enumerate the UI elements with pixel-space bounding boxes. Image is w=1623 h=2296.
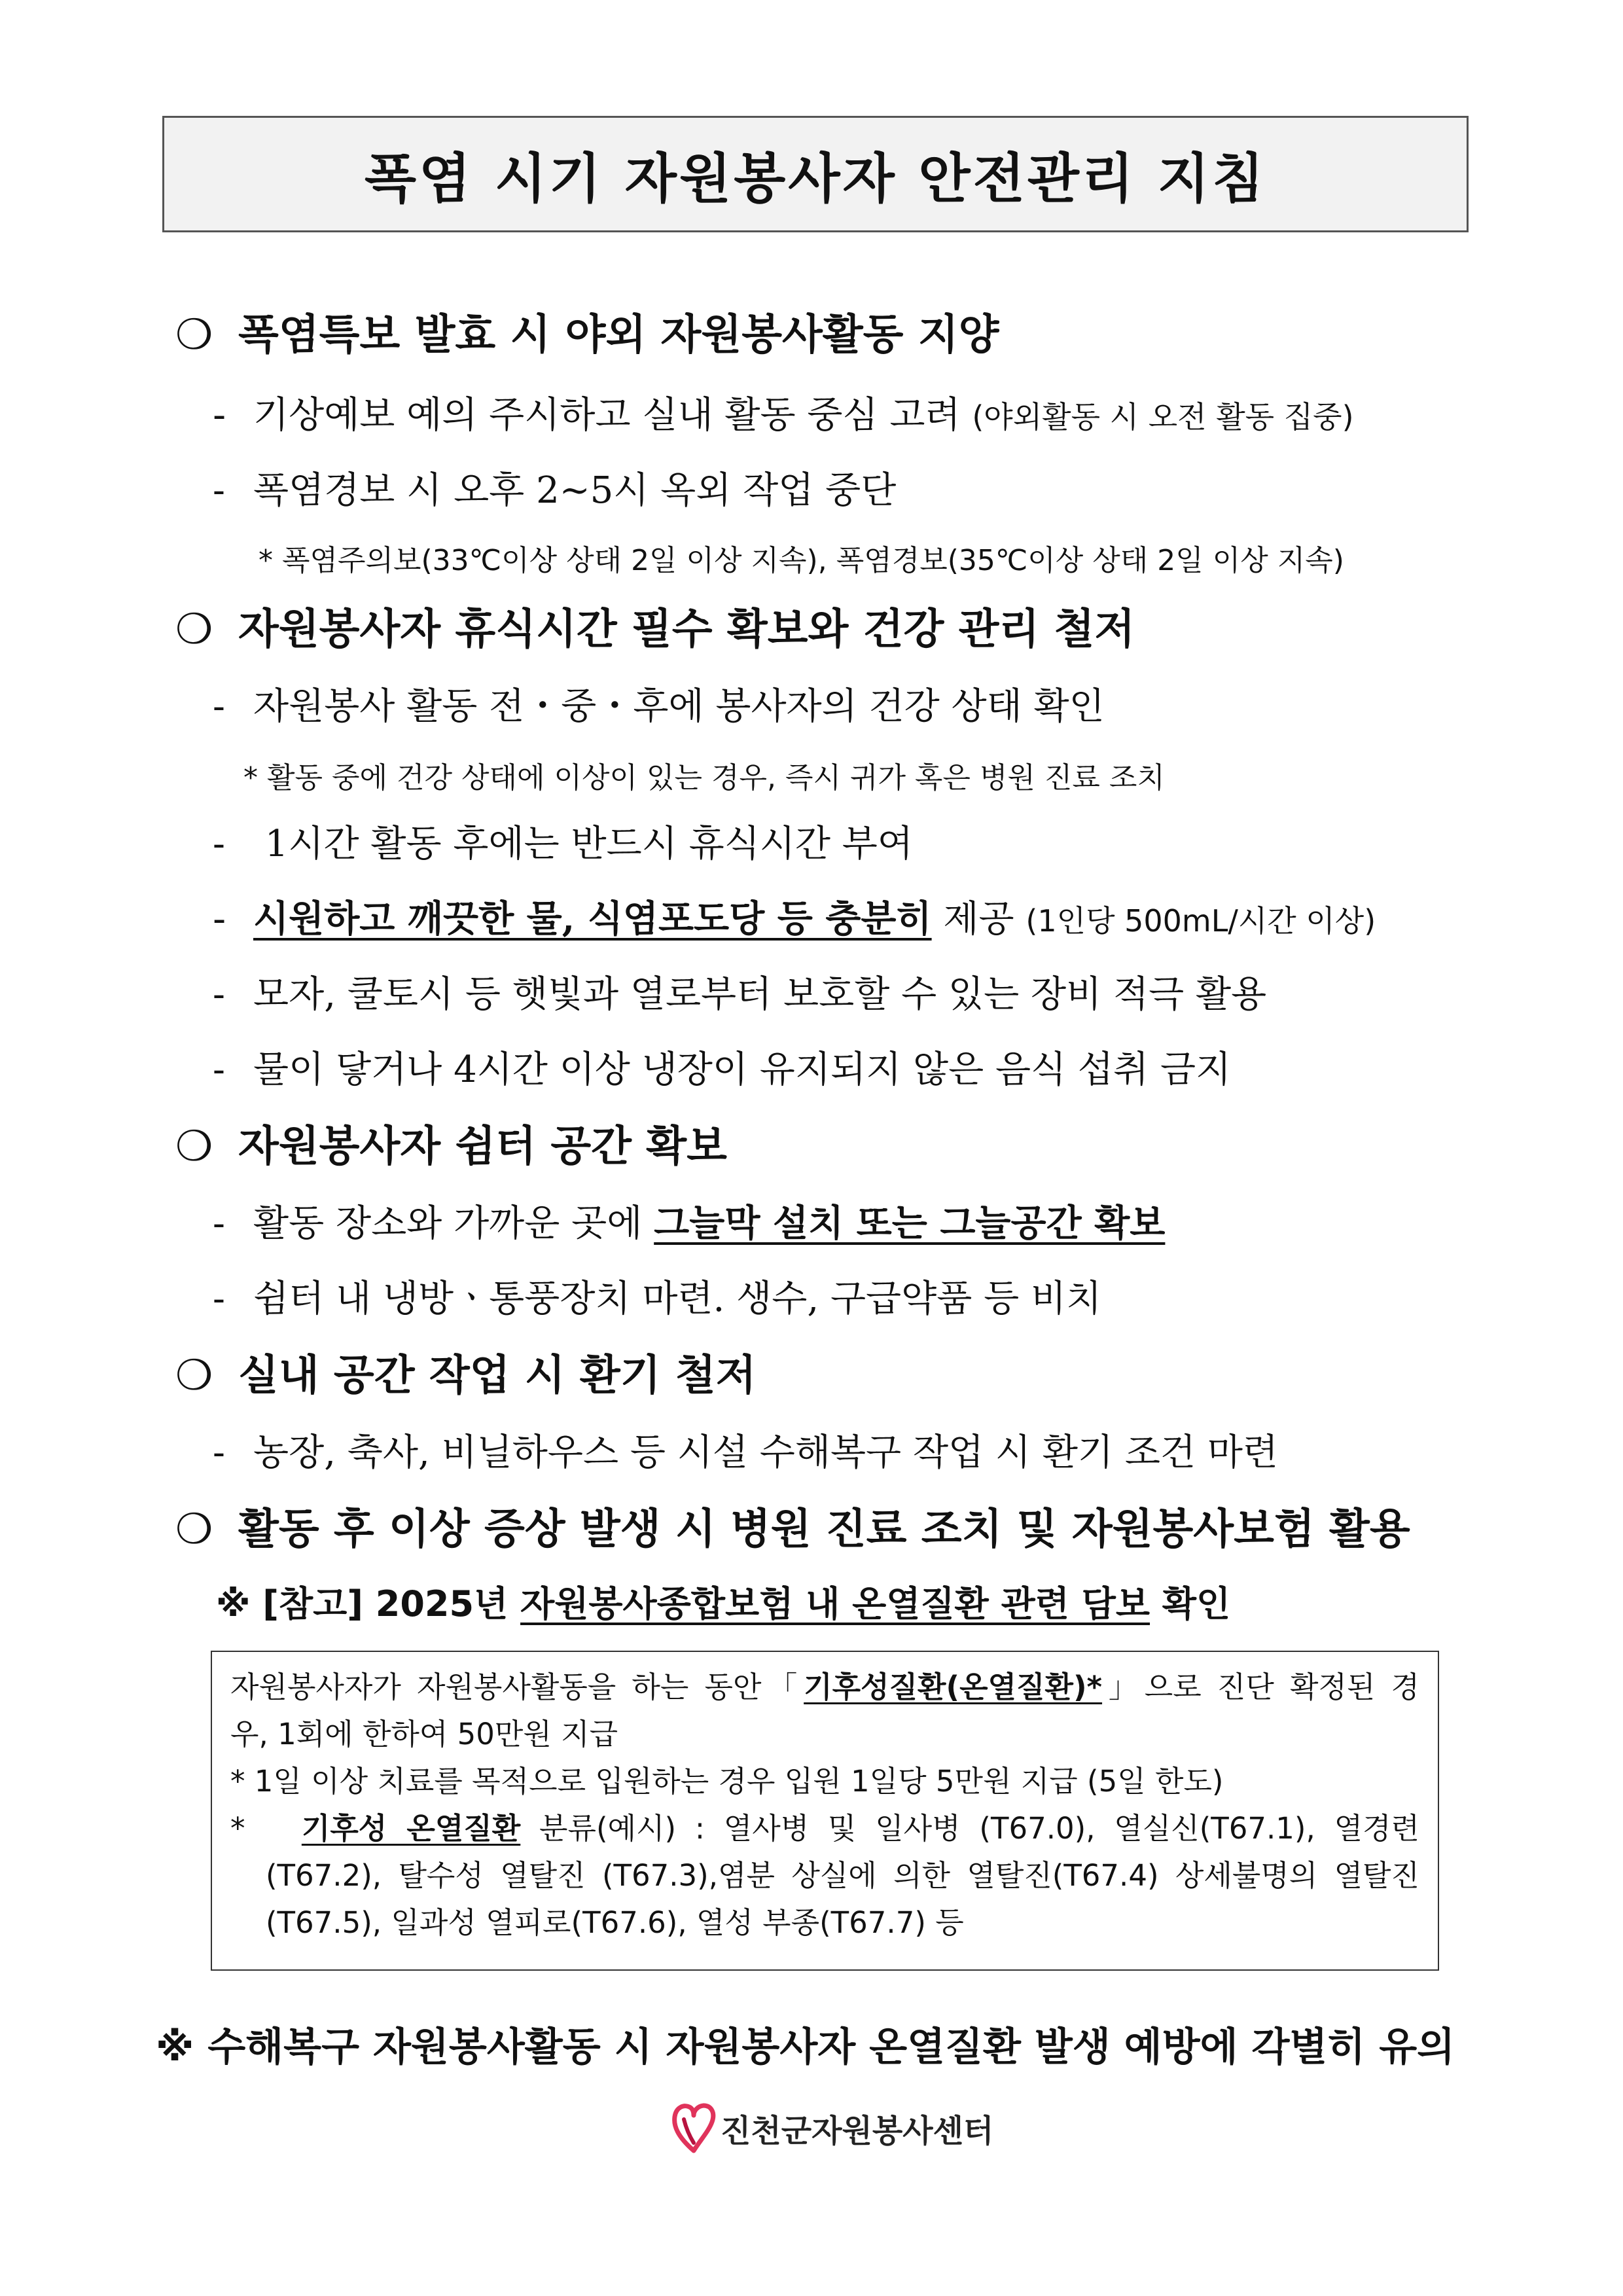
bullet-item: - 활동 장소와 가까운 곳에 그늘막 설치 또는 그늘공간 확보	[213, 1202, 1166, 1245]
bullet-item: - 농장, 축사, 비닐하우스 등 시설 수해복구 작업 시 환기 조건 마련	[213, 1431, 1279, 1474]
bullet-item: - 폭염경보 시 오후 2~5시 옥외 작업 중단	[213, 469, 897, 512]
circle-bullet-icon: ❍	[175, 1505, 213, 1554]
info-line: (T67.5), 일과성 열피로(T67.6), 열성 부종(T67.7) 등	[266, 1905, 964, 1940]
bullet-item: - 1시간 활동 후에는 반드시 휴식시간 부여	[213, 823, 913, 865]
footnote: * 폭염주의보(33℃이상 상태 2일 이상 지속), 폭염경보(35℃이상 상태 2일 이상 지속)	[259, 544, 1344, 577]
bullet-item: - 시원하고 깨끗한 물, 식염포도당 등 충분히 제공 (1인당 500mL/시간 이상)	[213, 897, 1376, 941]
title-box	[162, 116, 1469, 232]
reference-line: ※ [참고] 2025년 자원봉사종합보험 내 온열질환 관련 담보 확인	[216, 1583, 1231, 1624]
section-heading-4: ❍ 실내 공간 작업 시 환기 철저	[175, 1352, 757, 1400]
circle-bullet-icon: ❍	[175, 1352, 213, 1400]
info-line: 우, 1회에 한하여 50만원 지급	[230, 1717, 618, 1751]
bullet-item: - 쉼터 내 냉방ㆍ통풍장치 마련. 생수, 구급약품 등 비치	[213, 1278, 1102, 1320]
insurance-info-box	[211, 1651, 1439, 1971]
footnote: * 활동 중에 건강 상태에 이상이 있는 경우, 즉시 귀가 혹은 병원 진료 조치	[243, 761, 1165, 795]
section-heading-5: ❍ 활동 후 이상 증상 발생 시 병원 진료 조치 및 자원봉사보험 활용	[175, 1505, 1410, 1554]
page-title: 폭염 시기 자원봉사자 안전관리 지침	[364, 147, 1267, 210]
bullet-item: - 기상예보 예의 주시하고 실내 활동 중심 고려 (야외활동 시 오전 활동 집중)	[213, 394, 1354, 437]
bullet-item: - 모자, 쿨토시 등 햇빛과 열로부터 보호할 수 있는 장비 적극 활용	[213, 973, 1267, 1016]
circle-bullet-icon: ❍	[175, 605, 213, 654]
info-line: 자원봉사자가 자원봉사활동을 하는 동안「기후성질환(온열질환)*」으로 진단 확정된 경	[230, 1670, 1419, 1704]
center-logo	[671, 2100, 993, 2156]
info-line: * 기후성 온열질환 분류(예시) : 열사병 및 일사병 (T67.0), 열실신(T67.1), 열경련	[230, 1811, 1419, 1846]
bullet-item: - 물이 닿거나 4시간 이상 냉장이 유지되지 않은 음식 섭취 금지	[213, 1049, 1232, 1091]
bullet-item: - 자원봉사 활동 전・중・후에 봉사자의 건강 상태 확인	[213, 685, 1105, 728]
heart-logo-icon	[671, 2100, 717, 2156]
section-heading-1: ❍ 폭염특보 발효 시 야외 자원봉사활동 지양	[175, 311, 999, 359]
section-heading-2: ❍ 자원봉사자 휴식시간 필수 확보와 건강 관리 철저	[175, 605, 1135, 654]
section-heading-3: ❍ 자원봉사자 쉼터 공간 확보	[175, 1122, 727, 1171]
info-line: * 1일 이상 치료를 목적으로 입원하는 경우 입원 1일당 5만원 지급 (5일 한도)	[230, 1764, 1224, 1799]
logo-text: 진천군자원봉사센터	[721, 2112, 994, 2149]
footer-warning: ※ 수해복구 자원봉사활동 시 자원봉사자 온열질환 발생 예방에 각별히 유의	[156, 2024, 1455, 2070]
info-line: (T67.2), 탈수성 열탈진 (T67.3),염분 상실에 의한 열탈진(T67.4) 상세불명의 열탈진	[266, 1858, 1419, 1893]
circle-bullet-icon: ❍	[175, 1122, 213, 1171]
circle-bullet-icon: ❍	[175, 311, 213, 359]
